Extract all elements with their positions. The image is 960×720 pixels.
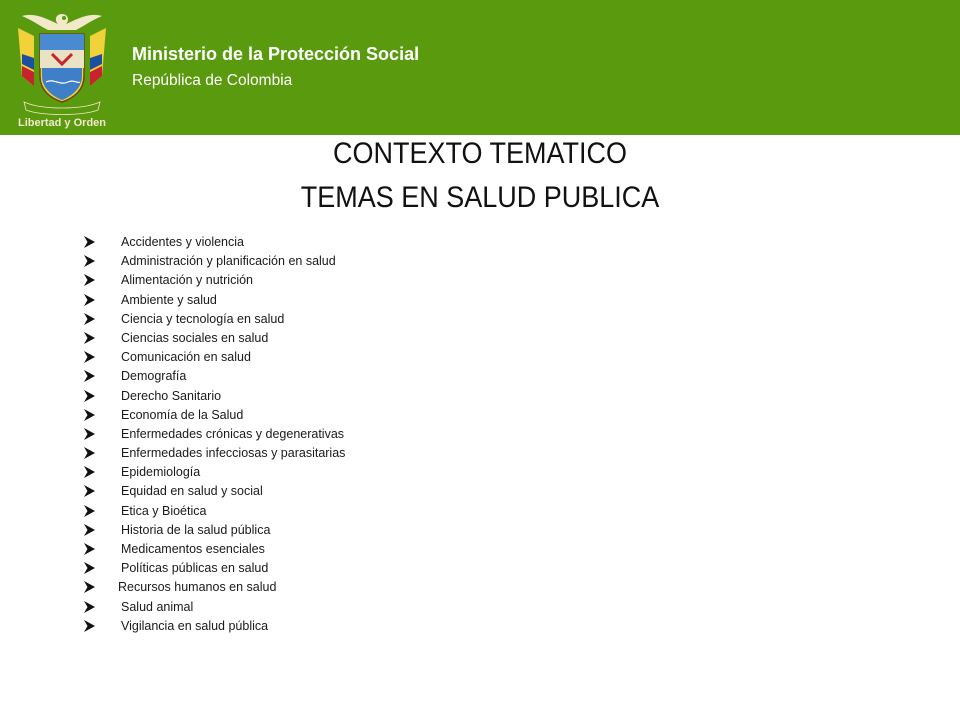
header-bar	[0, 0, 960, 135]
coat-of-arms-logo	[12, 6, 112, 130]
topic-label: Políticas públicas en salud	[121, 561, 269, 576]
arrowhead-bullet-icon	[84, 447, 95, 459]
topic-label: Derecho Sanitario	[121, 388, 222, 403]
topic-label: Alimentación y nutrición	[121, 273, 254, 288]
arrowhead-bullet-icon	[84, 543, 95, 555]
topic-label: Historia de la salud pública	[121, 522, 271, 537]
topic-label: Enfermedades crónicas y degenerativas	[121, 426, 345, 441]
arrowhead-bullet-icon	[84, 390, 95, 402]
arrowhead-bullet-icon	[84, 485, 95, 497]
topic-label: Accidentes y violencia	[121, 235, 244, 249]
topic-label: Etica y Bioética	[121, 503, 207, 518]
arrowhead-bullet-icon	[84, 466, 95, 478]
arrowhead-bullet-icon	[84, 236, 95, 248]
arrowhead-bullet-icon	[84, 505, 95, 517]
topic-label: Comunicación en salud	[121, 350, 251, 365]
topic-label: Ciencias sociales en salud	[121, 330, 269, 345]
arrowhead-bullet-icon	[84, 620, 95, 632]
topic-label: Ambiente y salud	[121, 292, 217, 307]
arrowhead-bullet-icon	[84, 428, 95, 440]
arrowhead-bullet-icon	[84, 313, 95, 325]
arrowhead-bullet-icon	[84, 351, 95, 363]
arrowhead-bullet-icon	[84, 581, 95, 593]
topic-label: Ciencia y tecnología en salud	[121, 311, 285, 326]
page-title-line-1: CONTEXTO TEMATICO	[332, 137, 628, 170]
ministry-name: Ministerio de la Protección Social	[132, 44, 420, 64]
emblem-motto: Libertad y Orden	[17, 117, 107, 129]
arrowhead-bullet-icon	[84, 294, 95, 306]
page-title-line-2: TEMAS EN SALUD PUBLICA	[300, 181, 660, 214]
arrowhead-bullet-icon	[84, 255, 95, 267]
arrowhead-bullet-icon	[84, 562, 95, 574]
topic-label: Vigilancia en salud pública	[121, 618, 269, 633]
topic-label: Administración y planificación en salud	[121, 254, 336, 269]
topic-label: Recursos humanos en salud	[118, 580, 277, 595]
arrowhead-bullet-icon	[84, 409, 95, 421]
arrowhead-bullet-icon	[84, 274, 95, 286]
topic-label: Demografía	[121, 369, 187, 384]
topic-label: Medicamentos esenciales	[121, 542, 265, 556]
arrowhead-bullet-icon	[84, 601, 95, 613]
topic-label: Equidad en salud y social	[121, 484, 263, 499]
topic-label: Epidemiología	[121, 465, 201, 480]
arrowhead-bullet-icon	[84, 332, 95, 344]
topic-label: Enfermedades infecciosas y parasitarias	[121, 446, 346, 461]
country-name: República de Colombia	[132, 72, 293, 89]
arrowhead-bullet-icon	[84, 524, 95, 536]
topic-label: Economía de la Salud	[121, 407, 244, 422]
topic-label: Salud animal	[121, 599, 194, 614]
arrowhead-bullet-icon	[84, 370, 95, 382]
